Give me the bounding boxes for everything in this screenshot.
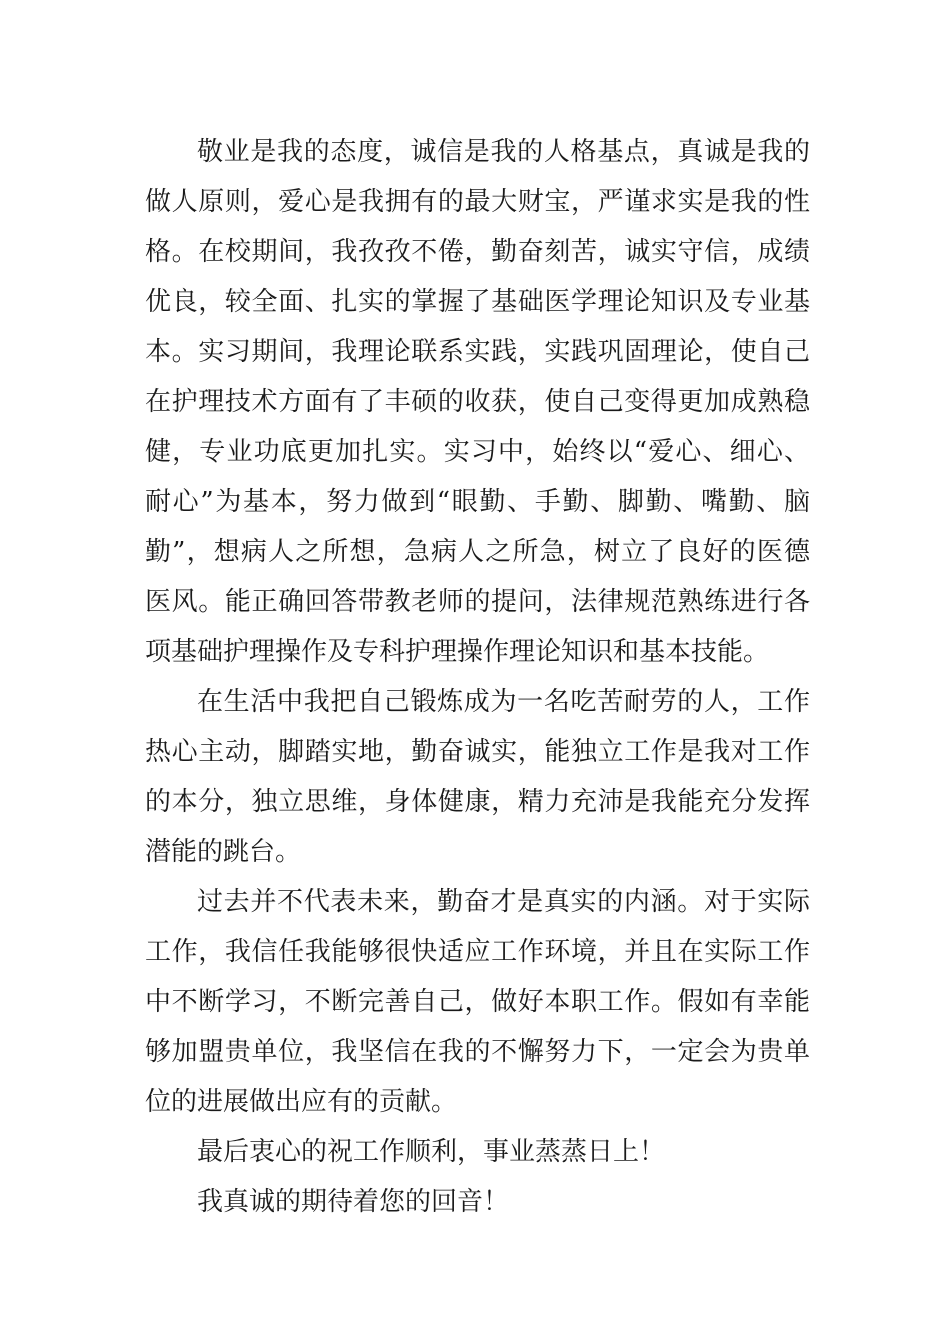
text-line: 工作，我信任我能够很快适应工作环境，并且在实际工作 bbox=[145, 937, 810, 967]
text-line: 项基础护理操作及专科护理操作理论知识和基本技能。 bbox=[145, 637, 770, 667]
text-line: 热心主动，脚踏实地，勤奋诚实，能独立工作是我对工作 bbox=[145, 737, 810, 767]
text-line: 过去并不代表未来，勤奋才是真实的内涵。对于实际 bbox=[197, 887, 810, 917]
text-line: 在生活中我把自己锻炼成为一名吃苦耐劳的人，工作 bbox=[197, 687, 810, 717]
paragraph-3 bbox=[145, 877, 810, 1127]
text-line: 最后衷心的祝工作顺利，事业蒸蒸日上！ bbox=[197, 1137, 666, 1167]
text-line: 我真诚的期待着您的回音！ bbox=[197, 1187, 510, 1217]
text-line: 耐心”为基本，努力做到“眼勤、手勤、脚勤、嘴勤、脑 bbox=[145, 487, 810, 517]
paragraph-2 bbox=[145, 677, 810, 877]
text-line: 中不断学习，不断完善自己，做好本职工作。假如有幸能 bbox=[145, 987, 810, 1017]
text-line: 勤”，想病人之所想，急病人之所急，树立了良好的医德 bbox=[145, 537, 810, 567]
text-line: 健，专业功底更加扎实。实习中，始终以“爱心、细心、 bbox=[145, 437, 810, 467]
paragraph-5 bbox=[145, 1177, 810, 1227]
text-line: 敬业是我的态度，诚信是我的人格基点，真诚是我的 bbox=[197, 137, 810, 167]
text-line: 在护理技术方面有了丰硕的收获，使自己变得更加成熟稳 bbox=[145, 387, 810, 417]
text-line: 的本分，独立思维，身体健康，精力充沛是我能充分发挥 bbox=[145, 787, 810, 817]
document-body bbox=[145, 127, 810, 1227]
paragraph-4 bbox=[145, 1127, 810, 1177]
text-line: 潜能的跳台。 bbox=[145, 837, 302, 867]
text-line: 位的进展做出应有的贡献。 bbox=[145, 1087, 458, 1117]
text-line: 本。实习期间，我理论联系实践，实践巩固理论，使自己 bbox=[145, 337, 810, 367]
text-line: 医风。能正确回答带教老师的提问，法律规范熟练进行各 bbox=[145, 587, 810, 617]
text-line: 做人原则，爱心是我拥有的最大财宝，严谨求实是我的性 bbox=[145, 187, 810, 217]
text-line: 优良，较全面、扎实的掌握了基础医学理论知识及专业基 bbox=[145, 287, 810, 317]
text-line: 够加盟贵单位，我坚信在我的不懈努力下，一定会为贵单 bbox=[145, 1037, 810, 1067]
paragraph-1 bbox=[145, 127, 810, 677]
text-line: 格。在校期间，我孜孜不倦，勤奋刻苦，诚实守信，成绩 bbox=[145, 237, 810, 267]
